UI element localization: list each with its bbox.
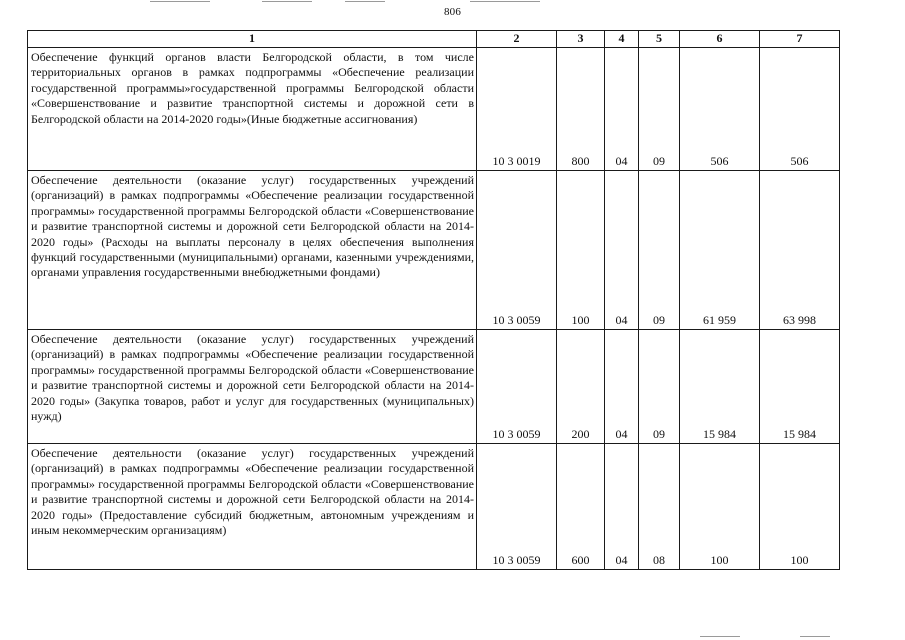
column-header: 3 [557, 31, 605, 48]
expense-type-code: 800 [557, 48, 605, 171]
row-description: Обеспечение деятельности (оказание услуг) государственных учреждений (организаций) в рамках подпрограммы «Обеспечение реализации государственной программы» государственной программы Белгородской области «Совершенствование и развитие транспортной системы и дорожной сети Белгородской области на 2014-2020 годы» (Расходы на выплаты персоналу в целях обеспечения выполнения функций государственными (муниципальными) органами, казенными учреждениями, органами управления государственными внебюджетными фондами) [28, 171, 477, 330]
column-header: 2 [477, 31, 557, 48]
section-code: 04 [605, 171, 639, 330]
amount-col-7: 100 [760, 444, 840, 570]
scan-artifact-top [345, 1, 385, 2]
expense-type-code: 200 [557, 330, 605, 444]
section-code: 04 [605, 444, 639, 570]
scan-artifact-top [262, 1, 312, 2]
scan-artifact-bottom [800, 636, 830, 637]
amount-col-6: 61 959 [680, 171, 760, 330]
table-row [28, 444, 840, 570]
program-code: 10 3 0019 [477, 48, 557, 171]
amount-col-7: 63 998 [760, 171, 840, 330]
table-row [28, 330, 840, 444]
scan-artifact-top [150, 1, 210, 2]
subsection-code: 08 [639, 444, 680, 570]
column-header: 4 [605, 31, 639, 48]
column-header: 6 [680, 31, 760, 48]
row-description: Обеспечение деятельности (оказание услуг) государственных учреждений (организаций) в рамках подпрограммы «Обеспечение реализации государственной программы» государственной программы Белгородской области «Совершенствование и развитие транспортной системы и дорожной сети Белгородской области на 2014-2020 годы» (Предоставление субсидий бюджетным, автономным учреждениям и иным некоммерческим организациям) [28, 444, 477, 570]
section-code: 04 [605, 330, 639, 444]
table-row [28, 171, 840, 330]
scan-artifact-top [470, 1, 540, 2]
page-number: 806 [443, 6, 462, 18]
amount-col-7: 506 [760, 48, 840, 171]
amount-col-6: 100 [680, 444, 760, 570]
amount-col-6: 506 [680, 48, 760, 171]
row-description: Обеспечение деятельности (оказание услуг) государственных учреждений (организаций) в рамках подпрограммы «Обеспечение реализации государственной программы» государственной программы Белгородской области «Совершенствование и развитие транспортной системы и дорожной сети Белгородской области на 2014-2020 годы» (Закупка товаров, работ и услуг для государственных (муниципальных) нужд) [28, 330, 477, 444]
column-header: 7 [760, 31, 840, 48]
row-description: Обеспечение функций органов власти Белгородской области, в том числе территориальных органов в рамках подпрограммы «Обеспечение реализации государственной программы»государственной программы Белгородской области «Совершенствование и развитие транспортной системы и дорожной сети в Белгородской области на 2014-2020 годы»(Иные бюджетные ассигнования) [28, 48, 477, 171]
amount-col-6: 15 984 [680, 330, 760, 444]
section-code: 04 [605, 48, 639, 171]
subsection-code: 09 [639, 48, 680, 171]
subsection-code: 09 [639, 330, 680, 444]
subsection-code: 09 [639, 171, 680, 330]
program-code: 10 3 0059 [477, 330, 557, 444]
expense-type-code: 100 [557, 171, 605, 330]
budget-table [27, 30, 840, 570]
column-header: 5 [639, 31, 680, 48]
table-row [28, 48, 840, 171]
column-header: 1 [28, 31, 477, 48]
scan-artifact-bottom [700, 636, 740, 637]
column-number-row [28, 31, 840, 48]
amount-col-7: 15 984 [760, 330, 840, 444]
program-code: 10 3 0059 [477, 444, 557, 570]
program-code: 10 3 0059 [477, 171, 557, 330]
expense-type-code: 600 [557, 444, 605, 570]
